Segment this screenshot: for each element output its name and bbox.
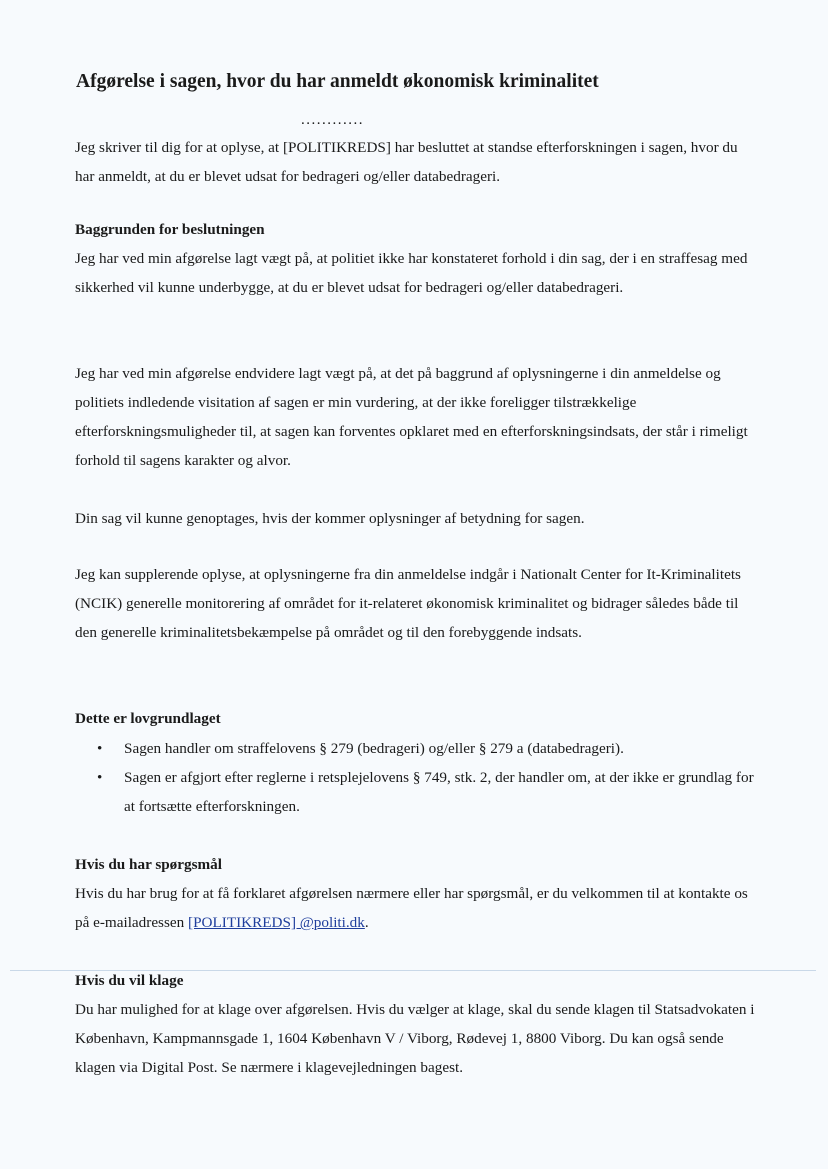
intro-section [75, 133, 755, 191]
questions-paragraph [75, 879, 755, 937]
background-paragraph-4: Jeg kan supplerende oplyse, at oplysningerne fra din anmeldelse indgår i Nationalt Center for It-Kriminalitets (NCIK) generelle monitorering af området for it-relateret økonomisk kriminalitet og bidrager således både til den generelle kriminalitetsbekæmpelse på området og til den forebyggende indsats. [75, 566, 741, 641]
list-item-text: Sagen handler om straffelovens § 279 (bedrageri) og/eller § 279 a (databedrageri). [124, 740, 624, 757]
questions-text: Hvis du har brug for at få forklaret afgørelsen nærmere eller har spørgsmål, er du velkommen til at kontakte os på e-mailadressen [75, 885, 748, 931]
complaint-heading: Hvis du vil klage [75, 972, 184, 989]
complaint-paragraph: Du har mulighed for at klage over afgørelsen. Hvis du vælger at klage, skal du sende klagen til Statsadvokaten i København, Kampmannsgade 1, 1604 København V / Viborg, Rødevej 1, 8800 Viborg. Du kan også sende klagen via Digital Post. Se nærmere i klagevejledningen bagest. [75, 1001, 755, 1076]
background-heading: Baggrunden for beslutningen [75, 221, 265, 238]
background-section [75, 215, 755, 302]
complaint-section [75, 966, 755, 1082]
bullet-icon: • [97, 740, 103, 757]
background-paragraph-2: Jeg har ved min afgørelse endvidere lagt vægt på, at det på baggrund af oplysningerne i din anmeldelse og politiets indledende visitation af sagen er min vurdering, at der ikke foreligger tilstrækkelige efterforskningsmuligheder til, at sagen kan forventes opklaret med en efterforskningsindsats, der står i rimeligt forhold til sagens karakter og alvor. [75, 365, 748, 469]
background-section-4 [75, 560, 755, 647]
legal-basis-heading-block [75, 704, 755, 733]
background-section-2 [75, 359, 755, 475]
intro-paragraph: Jeg skriver til dig for at oplyse, at [POLITIKREDS] har besluttet at standse efterforskningen i sagen, hvor du har anmeldt, at du er blevet udsat for bedrageri og/eller databedrageri. [75, 139, 738, 185]
questions-heading: Hvis du har spørgsmål [75, 856, 222, 873]
email-link[interactable]: [POLITIKREDS] @politi.dk [188, 914, 365, 931]
list-item [75, 734, 755, 763]
background-paragraph-1: Jeg har ved min afgørelse lagt vægt på, at politiet ikke har konstateret forhold i din sag, der i en straffesag med sikkerhed vil kunne underbygge, at du er blevet udsat for bedrageri og/eller databedrageri. [75, 250, 748, 296]
redacted-dots: ............ [301, 112, 364, 128]
background-paragraph-3: Din sag vil kunne genoptages, hvis der kommer oplysninger af betydning for sagen. [75, 510, 585, 527]
background-section-3 [75, 504, 755, 533]
questions-section [75, 850, 755, 937]
bullet-icon: • [97, 769, 103, 786]
questions-end: . [364, 914, 369, 931]
list-item-text: Sagen er afgjort efter reglerne i retsplejelovens § 749, stk. 2, der handler om, at der ikke er grundlag for at fortsætte efterforskningen. [124, 769, 754, 815]
legal-basis-list [75, 734, 755, 821]
list-item [75, 763, 755, 821]
document-title: Afgørelse i sagen, hvor du har anmeldt økonomisk kriminalitet [76, 71, 599, 92]
legal-basis-heading: Dette er lovgrundlaget [75, 710, 221, 727]
